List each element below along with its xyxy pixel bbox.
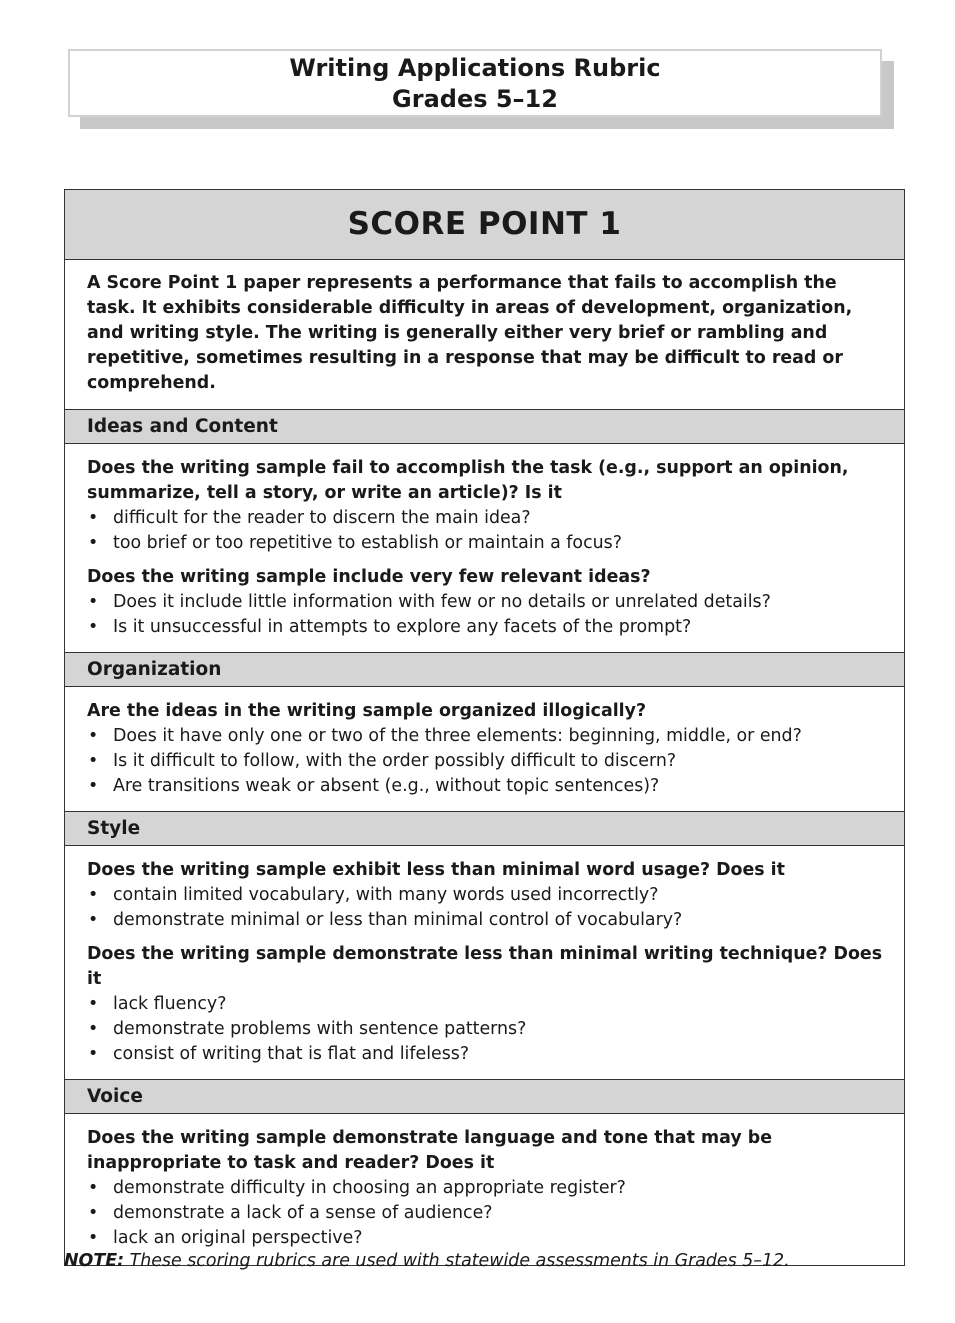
section-heading-voice: Voice [65, 1080, 904, 1114]
bullet-item: • demonstrate minimal or less than minimal control of vocabulary? [87, 908, 890, 933]
question-group [87, 942, 890, 1067]
question-group [87, 1126, 890, 1251]
title-grades: Grades 5–12 [392, 85, 558, 113]
section-heading-organization: Organization [65, 653, 904, 687]
bullet-item: • demonstrate a lack of a sense of audience? [87, 1201, 890, 1226]
question-group [87, 699, 890, 799]
section-heading-ideas-content: Ideas and Content [65, 410, 904, 444]
footnote [64, 1249, 790, 1273]
bullet-item: • lack fluency? [87, 992, 890, 1017]
bullet-item: • demonstrate difficulty in choosing an appropriate register? [87, 1176, 890, 1201]
section-body-ideas-content [65, 444, 904, 653]
section-body-style [65, 846, 904, 1080]
bullet-item: • too brief or too repetitive to establish or maintain a focus? [87, 531, 890, 556]
title-main: Writing Applications Rubric [289, 54, 661, 82]
question-group [87, 456, 890, 556]
question-text: Does the writing sample demonstrate language and tone that may be inappropriate to task and reader? Does it [87, 1128, 772, 1173]
bullet-item: • Are transitions weak or absent (e.g., without topic sentences)? [87, 774, 890, 799]
bullet-item: • lack an original perspective? [87, 1226, 890, 1251]
bullet-item: • difficult for the reader to discern the main idea? [87, 506, 890, 531]
question-group [87, 858, 890, 933]
score-point-description: A Score Point 1 paper represents a performance that fails to accomplish the task. It exhibits considerable difficulty in areas of development, organization, and writing style. The writing is generally either very brief or rambling and repetitive, sometimes resulting in a response that may be difficult to read or comprehend. [65, 260, 904, 410]
question-text: Does the writing sample fail to accomplish the task (e.g., support an opinion, summarize, tell a story, or write an article)? Is it [87, 458, 849, 503]
bullet-item: • Does it have only one or two of the three elements: beginning, middle, or end? [87, 724, 890, 749]
question-group [87, 565, 890, 640]
question-text: Does the writing sample include very few relevant ideas? [87, 567, 651, 587]
note-label: NOTE: [64, 1251, 125, 1271]
bullet-item: • contain limited vocabulary, with many words used incorrectly? [87, 883, 890, 908]
title-box [68, 49, 882, 117]
bullet-item: • Does it include little information with few or no details or unrelated details? [87, 590, 890, 615]
bullet-list [87, 992, 890, 1067]
bullet-item: • demonstrate problems with sentence patterns? [87, 1017, 890, 1042]
note-text: These scoring rubrics are used with statewide assessments in Grades 5–12. [129, 1251, 790, 1271]
bullet-item: • Is it difficult to follow, with the order possibly difficult to discern? [87, 749, 890, 774]
section-body-voice [65, 1114, 904, 1265]
bullet-list [87, 590, 890, 640]
bullet-list [87, 506, 890, 556]
question-text: Are the ideas in the writing sample organized illogically? [87, 701, 647, 721]
bullet-list [87, 883, 890, 933]
question-text: Does the writing sample demonstrate less than minimal writing technique? Does it [87, 944, 883, 989]
section-body-organization [65, 687, 904, 812]
score-point-heading: SCORE POINT 1 [65, 190, 904, 260]
bullet-item: • Is it unsuccessful in attempts to explore any facets of the prompt? [87, 615, 890, 640]
question-text: Does the writing sample exhibit less than minimal word usage? Does it [87, 860, 785, 880]
title-banner [68, 49, 882, 117]
bullet-list [87, 724, 890, 799]
bullet-item: • consist of writing that is flat and lifeless? [87, 1042, 890, 1067]
rubric-table [64, 189, 905, 1266]
bullet-list [87, 1176, 890, 1251]
section-heading-style: Style [65, 812, 904, 846]
